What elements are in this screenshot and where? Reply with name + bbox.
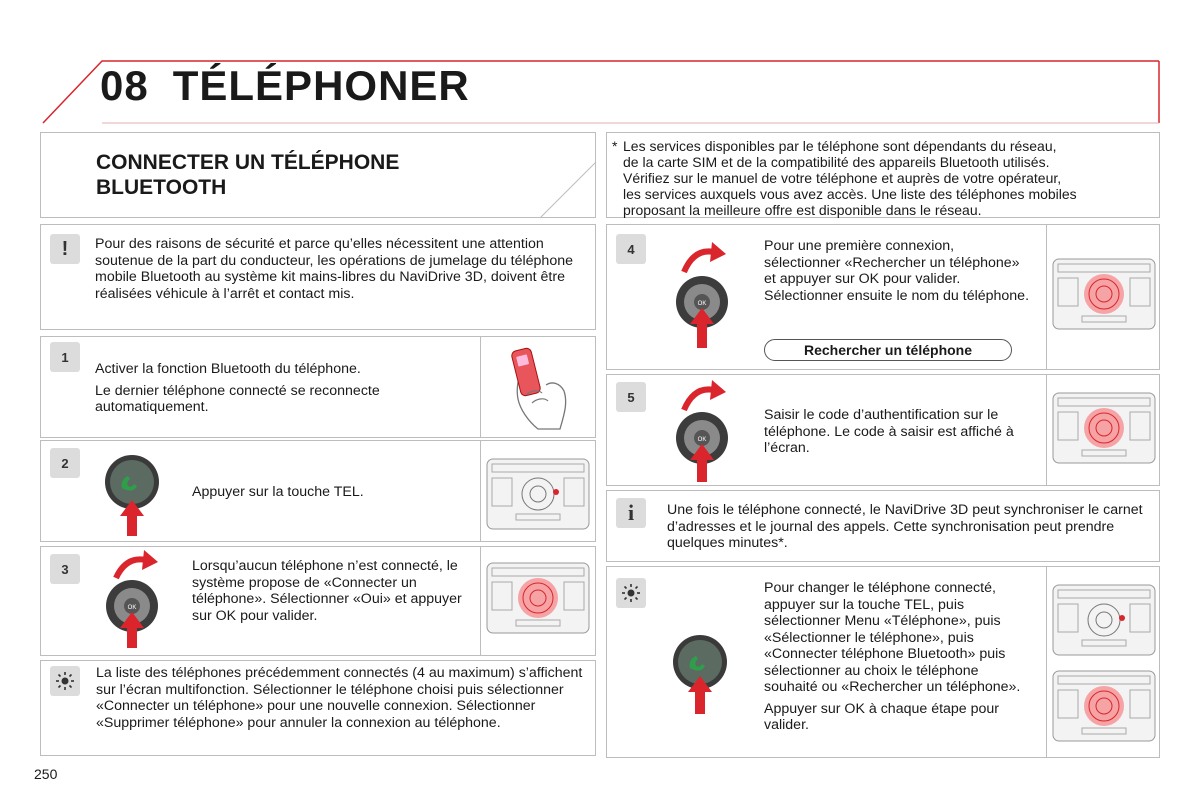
tip-left-badge <box>50 666 80 696</box>
info-badge: i <box>616 498 646 528</box>
rotate-and-press-ok-icon <box>104 548 164 648</box>
step-1-text: Activer la fonction Bluetooth du téléphone. Le dernier téléphone connecté se reconnecte automatiquement. <box>95 361 380 415</box>
rotate-and-press-ok-icon <box>672 236 732 348</box>
footnote-marker: * <box>612 138 618 154</box>
navidrive-panel-icon <box>486 458 590 530</box>
search-phone-menu-button[interactable]: Rechercher un téléphone <box>764 339 1012 361</box>
tel-button-icon <box>668 630 734 716</box>
phone-in-hand-icon <box>502 345 574 431</box>
step-2-text: Appuyer sur la touche TEL. <box>192 484 364 500</box>
navidrive-panel-ok-icon <box>1052 392 1156 464</box>
rotate-and-press-ok-icon <box>672 376 732 484</box>
step-1-badge: 1 <box>50 342 80 372</box>
warning-badge: ! <box>50 234 80 264</box>
tel-button-icon <box>100 450 166 536</box>
chapter-number: 08 <box>100 62 149 109</box>
step-4-text: Pour une première connexion, sélectionner «Rechercher un téléphone» et appuyer sur OK pour valider. Sélectionner ensuite le nom du téléphone. <box>764 238 1030 304</box>
info-text: Une fois le téléphone connecté, le NaviDrive 3D peut synchroniser le carnet d’adresses et le journal des appels. Cette synchronisation peut prendre quelques minutes*. <box>667 502 1143 551</box>
knob-ok-label: OK <box>697 301 707 307</box>
chapter-title: TÉLÉPHONER <box>172 62 470 109</box>
tip-right-text: Pour changer le téléphone connecté, appuyer sur la touche TEL, puis sélectionner Menu «Téléphone», puis «Sélectionner le téléphone», puis «Connecter téléphone Bluetooth» puis sélectionner au choix le téléphone souhaité ou «Rechercher un téléphone». Appuyer sur OK à chaque étape pour valider. <box>764 580 1021 733</box>
tip-left-text: La liste des téléphones précédemment connectés (4 au maximum) s’affichent sur l’écran multifonction. Sélectionner le téléphone choisi puis sélectionner «Connecter un téléphone» pour une nouvelle connexion. Sélectionner «Supprimer téléphone» pour annuler la connexion au téléphone. <box>96 665 583 731</box>
section-title: CONNECTER UN TÉLÉPHONE BLUETOOTH <box>96 151 400 199</box>
chapter-heading <box>100 62 470 110</box>
step-5-text: Saisir le code d’authentification sur le téléphone. Le code à saisir est affiché à l’écran. <box>764 407 1014 456</box>
step-5-badge: 5 <box>616 382 646 412</box>
warning-text: Pour des raisons de sécurité et parce qu’elles nécessitent une attention soutenue de la part du conducteur, les opérations de jumelage du téléphone mobile Bluetooth au système kit mains-libres du NaviDrive 3D, doivent être réalisées véhicule à l’arrêt et contact mis. <box>95 236 573 302</box>
step-4-badge: 4 <box>616 234 646 264</box>
step-3-text: Lorsqu’aucun téléphone n’est connecté, le système propose de «Connecter un téléphone». Sélectionner «Oui» et appuyer sur OK pour valider. <box>192 558 462 624</box>
navidrive-panel-ok-icon <box>486 562 590 634</box>
navidrive-panel-ok-icon <box>1052 670 1156 742</box>
navidrive-panel-icon <box>1052 584 1156 656</box>
light-bulb-icon <box>56 672 74 690</box>
tip-right-badge <box>616 578 646 608</box>
step-2-badge: 2 <box>50 448 80 478</box>
navidrive-panel-ok-icon <box>1052 258 1156 330</box>
knob-ok-label: OK <box>697 437 707 443</box>
step-3-badge: 3 <box>50 554 80 584</box>
knob-ok-label: OK <box>127 605 137 611</box>
page-number: 250 <box>34 766 58 782</box>
title-box-corner-cut <box>540 132 598 220</box>
light-bulb-icon <box>622 584 640 602</box>
